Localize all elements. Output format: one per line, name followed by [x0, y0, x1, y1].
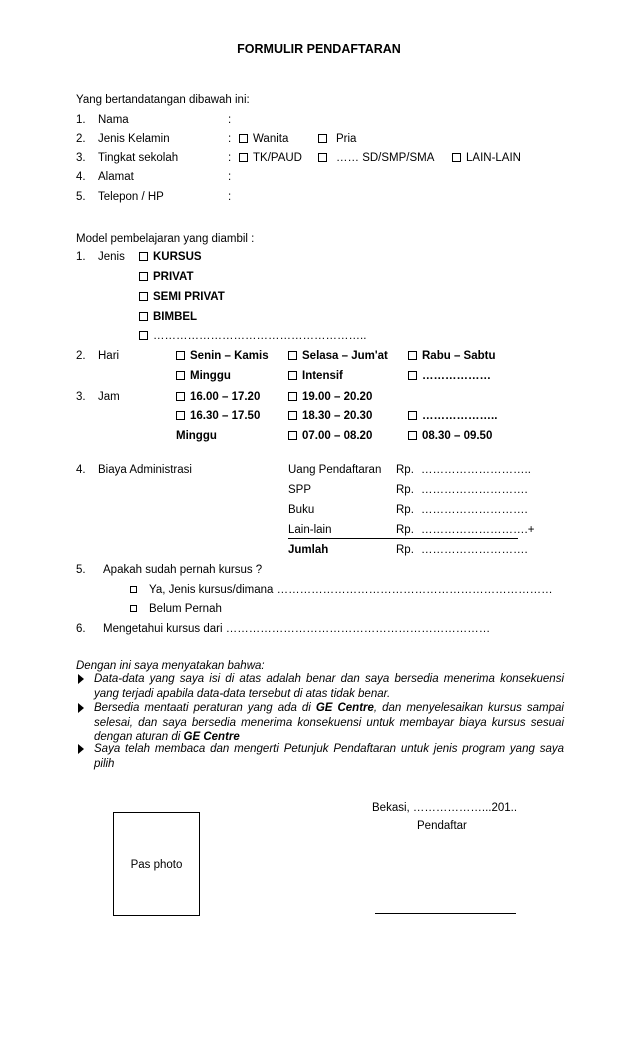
checkbox-icon[interactable] — [408, 351, 417, 360]
option-minggu[interactable]: Minggu — [176, 370, 231, 382]
declaration-1: Data-data yang saya isi di atas adalah benar dan saya bersedia menerima konsekuensi yang terjadi apabila data-data tersebut di atas tidak benar. — [94, 673, 564, 700]
checkbox-icon[interactable] — [408, 431, 417, 440]
colon: : — [228, 191, 232, 203]
colon: : — [228, 133, 232, 145]
row-num: 3. — [76, 152, 86, 164]
checkbox-icon[interactable] — [139, 331, 148, 340]
name-label: Nama — [98, 114, 129, 126]
checkbox-icon[interactable] — [288, 351, 297, 360]
checkbox-icon[interactable] — [408, 411, 417, 420]
checkbox-icon[interactable] — [318, 153, 327, 162]
checkbox-icon[interactable] — [452, 153, 461, 162]
model-title: Model pembelajaran yang diambil : — [76, 233, 255, 245]
checkbox-icon[interactable] — [288, 392, 297, 401]
fee-name: Lain-lain — [288, 524, 332, 536]
row-num: 1. — [76, 251, 86, 263]
row-num: 3. — [76, 391, 86, 403]
option-intensif[interactable]: Intensif — [288, 370, 343, 382]
fee-name: SPP — [288, 484, 312, 496]
checkbox-icon[interactable] — [408, 371, 417, 380]
signature-line[interactable] — [375, 913, 516, 914]
place-date: Bekasi, ………………...201.. — [372, 802, 518, 814]
row-num: 5. — [76, 564, 86, 576]
option-rabu-sabtu[interactable]: Rabu – Sabtu — [408, 350, 495, 362]
photo-box — [113, 812, 200, 916]
biaya-label: Biaya Administrasi — [98, 464, 192, 476]
checkbox-icon[interactable] — [176, 351, 185, 360]
checkbox-icon[interactable] — [318, 134, 327, 143]
fee-amount-field[interactable]: ……………………….. — [421, 464, 531, 476]
signer-label: Pendaftar — [417, 820, 467, 832]
checkbox-icon[interactable] — [176, 392, 185, 401]
fee-rp: Rp. — [396, 544, 414, 556]
minggu-label: Minggu — [176, 430, 217, 442]
sum-divider — [288, 538, 518, 539]
bullet-arrow-icon — [78, 744, 84, 757]
colon: : — [228, 114, 232, 126]
jam-label: Jam — [98, 391, 120, 403]
checkbox-icon[interactable] — [176, 371, 185, 380]
row-num: 2. — [76, 350, 86, 362]
fee-rp: Rp. — [396, 484, 414, 496]
fee-name: Uang Pendaftaran — [288, 464, 382, 476]
option-semi-privat[interactable]: SEMI PRIVAT — [139, 291, 225, 303]
option-other-hari[interactable]: ……………… — [408, 370, 491, 382]
fee-name: Buku — [288, 504, 315, 516]
fee-rp: Rp. — [396, 524, 414, 536]
school-level-label: Tingkat sekolah — [98, 152, 179, 164]
row-num: 4. — [76, 171, 86, 183]
declaration-3: Saya telah membaca dan mengerti Petunjuk Pendaftaran untuk jenis program yang saya pilih — [94, 743, 564, 770]
checkbox-icon[interactable] — [239, 153, 248, 162]
option-0830-0950[interactable]: 08.30 – 09.50 — [408, 430, 492, 442]
declaration-title: Dengan ini saya menyatakan bahwa: — [76, 660, 265, 672]
declaration-2: Bersedia mentaati peraturan yang ada di GE Centre, dan menyelesaikan kursus sampai selesai, dan saya bersedia menerima konsekuensi untuk membayar biaya kursus sesuai dengan aturan di GE Centre — [94, 702, 564, 743]
option-lain-lain[interactable]: LAIN-LAIN — [452, 152, 521, 164]
option-sd-smp-sma[interactable]: …… SD/SMP/SMA — [318, 152, 434, 164]
checkbox-icon[interactable] — [139, 312, 148, 321]
q5-text: Apakah sudah pernah kursus ? — [103, 564, 263, 576]
address-label: Alamat — [98, 171, 134, 183]
option-1600-1720[interactable]: 16.00 – 17.20 — [176, 391, 260, 403]
jenis-label: Jenis — [98, 251, 125, 263]
gender-label: Jenis Kelamin — [98, 133, 170, 145]
checkbox-icon[interactable] — [288, 431, 297, 440]
option-1830-2030[interactable]: 18.30 – 20.30 — [288, 410, 372, 422]
fee-rp: Rp. — [396, 504, 414, 516]
checkbox-icon[interactable] — [288, 371, 297, 380]
phone-label: Telepon / HP — [98, 191, 164, 203]
option-kursus[interactable]: KURSUS — [139, 251, 202, 263]
option-belum-pernah[interactable]: Belum Pernah — [130, 603, 222, 615]
checkbox-icon[interactable] — [130, 605, 137, 612]
checkbox-icon[interactable] — [288, 411, 297, 420]
fee-amount-field[interactable]: ………………………. — [421, 504, 528, 516]
option-bimbel[interactable]: BIMBEL — [139, 311, 197, 323]
form-title: FORMULIR PENDAFTARAN — [237, 42, 401, 56]
checkbox-icon[interactable] — [239, 134, 248, 143]
checkbox-icon[interactable] — [176, 411, 185, 420]
option-selasa-jumat[interactable]: Selasa – Jum'at — [288, 350, 388, 362]
checkbox-icon[interactable] — [139, 252, 148, 261]
option-pria[interactable]: Pria — [318, 133, 356, 145]
fee-amount-field[interactable]: ………………………. — [421, 484, 528, 496]
option-1900-2020[interactable]: 19.00 – 20.20 — [288, 391, 372, 403]
row-num: 6. — [76, 623, 86, 635]
q6-text: Mengetahui kursus dari …………………………………………………………… — [103, 623, 491, 635]
option-1630-1750[interactable]: 16.30 – 17.50 — [176, 410, 260, 422]
checkbox-icon[interactable] — [139, 272, 148, 281]
row-num: 5. — [76, 191, 86, 203]
row-num: 1. — [76, 114, 86, 126]
option-ya[interactable]: Ya, Jenis kursus/dimana ……………………………………………………………… — [130, 584, 553, 596]
fee-total-field[interactable]: ………………………. — [421, 544, 528, 556]
fee-amount-field[interactable]: ……………………….+ — [421, 524, 535, 536]
colon: : — [228, 152, 232, 164]
bullet-arrow-icon — [78, 703, 84, 716]
colon: : — [228, 171, 232, 183]
fee-rp: Rp. — [396, 464, 414, 476]
option-senin-kamis[interactable]: Senin – Kamis — [176, 350, 269, 362]
checkbox-icon[interactable] — [139, 292, 148, 301]
option-tk-paud[interactable]: TK/PAUD — [239, 152, 302, 164]
row-num: 4. — [76, 464, 86, 476]
option-0700-0820[interactable]: 07.00 – 08.20 — [288, 430, 372, 442]
option-other-jam[interactable]: ……………….. — [408, 410, 497, 422]
option-privat[interactable]: PRIVAT — [139, 271, 193, 283]
option-wanita[interactable]: Wanita — [239, 133, 288, 145]
hari-label: Hari — [98, 350, 120, 362]
row-num: 2. — [76, 133, 86, 145]
option-other-jenis[interactable]: ……………………………………………….. — [139, 330, 366, 342]
photo-label: Pas photo — [130, 859, 183, 871]
intro-text: Yang bertandatangan dibawah ini: — [76, 94, 250, 106]
fee-total-name: Jumlah — [288, 544, 329, 556]
checkbox-icon[interactable] — [130, 586, 137, 593]
bullet-arrow-icon — [78, 674, 84, 687]
